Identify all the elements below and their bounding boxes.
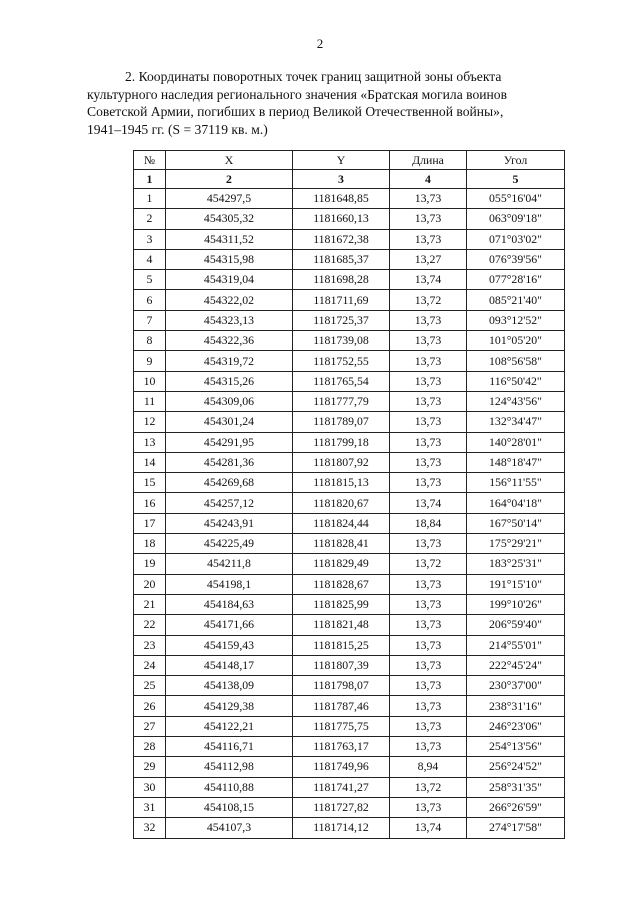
x-cell: 454301,24 (166, 412, 293, 432)
length-cell: 13,73 (390, 615, 467, 635)
heading-line-2: культурного наследия регионального значения «Братская могила воинов (87, 86, 508, 102)
angle-cell: 256°24'52" (467, 757, 565, 777)
length-cell: 13,73 (390, 391, 467, 411)
y-cell: 1181725,37 (293, 310, 390, 330)
y-cell: 1181711,69 (293, 290, 390, 310)
x-cell: 454305,32 (166, 209, 293, 229)
point-number-cell: 13 (134, 432, 166, 452)
x-cell: 454198,1 (166, 574, 293, 594)
y-cell: 1181787,46 (293, 696, 390, 716)
x-cell: 454309,06 (166, 391, 293, 411)
length-cell: 13,73 (390, 371, 467, 391)
table-row (134, 513, 565, 533)
point-number-cell: 8 (134, 331, 166, 351)
table-row (134, 655, 565, 675)
y-cell: 1181815,25 (293, 635, 390, 655)
angle-cell: 206°59'40" (467, 615, 565, 635)
x-cell: 454225,49 (166, 534, 293, 554)
table-row (134, 493, 565, 513)
y-cell: 1181799,18 (293, 432, 390, 452)
length-cell: 13,73 (390, 331, 467, 351)
length-cell: 13,73 (390, 452, 467, 472)
x-cell: 454257,12 (166, 493, 293, 513)
point-number-cell: 24 (134, 655, 166, 675)
y-cell: 1181672,38 (293, 229, 390, 249)
length-cell: 13,73 (390, 594, 467, 614)
point-number-cell: 17 (134, 513, 166, 533)
angle-cell: 085°21'40" (467, 290, 565, 310)
table-row (134, 757, 565, 777)
table-row (134, 270, 565, 290)
table-row (134, 696, 565, 716)
header-number: № (134, 151, 166, 170)
table-body (134, 189, 565, 839)
x-cell: 454116,71 (166, 737, 293, 757)
header-angle: Угол (467, 151, 565, 170)
y-cell: 1181660,13 (293, 209, 390, 229)
table-row (134, 554, 565, 574)
x-cell: 454112,98 (166, 757, 293, 777)
header-x: X (166, 151, 293, 170)
length-cell: 13,73 (390, 655, 467, 675)
x-cell: 454291,95 (166, 432, 293, 452)
angle-cell: 222°45'24" (467, 655, 565, 675)
table-row (134, 818, 565, 838)
table-row (134, 229, 565, 249)
x-cell: 454108,15 (166, 797, 293, 817)
header-length: Длина (390, 151, 467, 170)
length-cell: 13,73 (390, 534, 467, 554)
x-cell: 454319,04 (166, 270, 293, 290)
point-number-cell: 20 (134, 574, 166, 594)
y-cell: 1181749,96 (293, 757, 390, 777)
length-cell: 13,73 (390, 189, 467, 209)
table-row (134, 534, 565, 554)
y-cell: 1181829,49 (293, 554, 390, 574)
column-number: 2 (166, 170, 293, 189)
table-row (134, 310, 565, 330)
length-cell: 13,73 (390, 574, 467, 594)
x-cell: 454269,68 (166, 473, 293, 493)
point-number-cell: 10 (134, 371, 166, 391)
length-cell: 13,73 (390, 635, 467, 655)
x-cell: 454148,17 (166, 655, 293, 675)
length-cell: 13,73 (390, 696, 467, 716)
angle-cell: 108°56'58" (467, 351, 565, 371)
y-cell: 1181698,28 (293, 270, 390, 290)
x-cell: 454315,98 (166, 249, 293, 269)
point-number-cell: 16 (134, 493, 166, 513)
table-row (134, 716, 565, 736)
table-row (134, 473, 565, 493)
x-cell: 454138,09 (166, 676, 293, 696)
point-number-cell: 27 (134, 716, 166, 736)
angle-cell: 055°16'04" (467, 189, 565, 209)
point-number-cell: 31 (134, 797, 166, 817)
length-cell: 13,73 (390, 797, 467, 817)
y-cell: 1181752,55 (293, 351, 390, 371)
angle-cell: 156°11'55" (467, 473, 565, 493)
point-number-cell: 28 (134, 737, 166, 757)
column-number: 5 (467, 170, 565, 189)
angle-cell: 238°31'16" (467, 696, 565, 716)
length-cell: 13,73 (390, 473, 467, 493)
angle-cell: 214°55'01" (467, 635, 565, 655)
table-row (134, 351, 565, 371)
angle-cell: 254°13'56" (467, 737, 565, 757)
x-cell: 454311,52 (166, 229, 293, 249)
point-number-cell: 6 (134, 290, 166, 310)
point-number-cell: 22 (134, 615, 166, 635)
angle-cell: 230°37'00" (467, 676, 565, 696)
y-cell: 1181807,92 (293, 452, 390, 472)
x-cell: 454171,66 (166, 615, 293, 635)
y-cell: 1181815,13 (293, 473, 390, 493)
point-number-cell: 5 (134, 270, 166, 290)
y-cell: 1181789,07 (293, 412, 390, 432)
table-row (134, 432, 565, 452)
y-cell: 1181828,41 (293, 534, 390, 554)
angle-cell: 148°18'47" (467, 452, 565, 472)
x-cell: 454243,91 (166, 513, 293, 533)
y-cell: 1181763,17 (293, 737, 390, 757)
angle-cell: 116°50'42" (467, 371, 565, 391)
y-cell: 1181821,48 (293, 615, 390, 635)
length-cell: 13,72 (390, 554, 467, 574)
y-cell: 1181798,07 (293, 676, 390, 696)
y-cell: 1181824,44 (293, 513, 390, 533)
x-cell: 454322,02 (166, 290, 293, 310)
angle-cell: 063°09'18" (467, 209, 565, 229)
point-number-cell: 4 (134, 249, 166, 269)
angle-cell: 077°28'16" (467, 270, 565, 290)
length-cell: 13,73 (390, 432, 467, 452)
angle-cell: 076°39'56" (467, 249, 565, 269)
point-number-cell: 21 (134, 594, 166, 614)
x-cell: 454211,8 (166, 554, 293, 574)
y-cell: 1181828,67 (293, 574, 390, 594)
angle-cell: 093°12'52" (467, 310, 565, 330)
table-row (134, 635, 565, 655)
length-cell: 13,73 (390, 310, 467, 330)
length-cell: 13,74 (390, 270, 467, 290)
x-cell: 454315,26 (166, 371, 293, 391)
table-header-row (134, 151, 565, 170)
angle-cell: 183°25'31" (467, 554, 565, 574)
point-number-cell: 25 (134, 676, 166, 696)
y-cell: 1181685,37 (293, 249, 390, 269)
point-number-cell: 15 (134, 473, 166, 493)
angle-cell: 071°03'02" (467, 229, 565, 249)
x-cell: 454323,13 (166, 310, 293, 330)
table-row (134, 574, 565, 594)
length-cell: 13,73 (390, 229, 467, 249)
table-row (134, 371, 565, 391)
y-cell: 1181775,75 (293, 716, 390, 736)
point-number-cell: 29 (134, 757, 166, 777)
coordinates-table (133, 150, 565, 839)
point-number-cell: 19 (134, 554, 166, 574)
x-cell: 454129,38 (166, 696, 293, 716)
section-heading (87, 68, 577, 138)
point-number-cell: 12 (134, 412, 166, 432)
column-number-row (134, 170, 565, 189)
y-cell: 1181777,79 (293, 391, 390, 411)
y-cell: 1181714,12 (293, 818, 390, 838)
y-cell: 1181741,27 (293, 777, 390, 797)
point-number-cell: 7 (134, 310, 166, 330)
table-row (134, 797, 565, 817)
angle-cell: 258°31'35" (467, 777, 565, 797)
point-number-cell: 32 (134, 818, 166, 838)
angle-cell: 274°17'58" (467, 818, 565, 838)
table-row (134, 189, 565, 209)
point-number-cell: 11 (134, 391, 166, 411)
length-cell: 13,27 (390, 249, 467, 269)
angle-cell: 199°10'26" (467, 594, 565, 614)
angle-cell: 101°05'20" (467, 331, 565, 351)
table-row (134, 249, 565, 269)
length-cell: 13,73 (390, 209, 467, 229)
angle-cell: 132°34'47" (467, 412, 565, 432)
x-cell: 454297,5 (166, 189, 293, 209)
point-number-cell: 18 (134, 534, 166, 554)
length-cell: 13,73 (390, 412, 467, 432)
column-number: 1 (134, 170, 166, 189)
length-cell: 13,72 (390, 777, 467, 797)
table-row (134, 412, 565, 432)
table-row (134, 737, 565, 757)
angle-cell: 191°15'10" (467, 574, 565, 594)
y-cell: 1181727,82 (293, 797, 390, 817)
heading-line-4: 1941–1945 гг. (S = 37119 кв. м.) (87, 121, 268, 137)
table-row (134, 209, 565, 229)
angle-cell: 175°29'21" (467, 534, 565, 554)
x-cell: 454281,36 (166, 452, 293, 472)
header-y: Y (293, 151, 390, 170)
length-cell: 8,94 (390, 757, 467, 777)
y-cell: 1181648,85 (293, 189, 390, 209)
angle-cell: 124°43'56" (467, 391, 565, 411)
table-row (134, 452, 565, 472)
table-row (134, 331, 565, 351)
length-cell: 13,73 (390, 351, 467, 371)
y-cell: 1181820,67 (293, 493, 390, 513)
table-row (134, 594, 565, 614)
x-cell: 454122,21 (166, 716, 293, 736)
y-cell: 1181825,99 (293, 594, 390, 614)
x-cell: 454107,3 (166, 818, 293, 838)
point-number-cell: 26 (134, 696, 166, 716)
page-number: 2 (316, 36, 324, 51)
angle-cell: 246°23'06" (467, 716, 565, 736)
table-row (134, 391, 565, 411)
table-row (134, 777, 565, 797)
x-cell: 454322,36 (166, 331, 293, 351)
length-cell: 13,74 (390, 818, 467, 838)
angle-cell: 164°04'18" (467, 493, 565, 513)
length-cell: 13,73 (390, 716, 467, 736)
x-cell: 454159,43 (166, 635, 293, 655)
x-cell: 454110,88 (166, 777, 293, 797)
y-cell: 1181765,54 (293, 371, 390, 391)
point-number-cell: 9 (134, 351, 166, 371)
table-row (134, 676, 565, 696)
column-number: 3 (293, 170, 390, 189)
x-cell: 454319,72 (166, 351, 293, 371)
length-cell: 13,72 (390, 290, 467, 310)
heading-line-1: 2. Координаты поворотных точек границ защитной зоны объекта (125, 69, 502, 84)
point-number-cell: 14 (134, 452, 166, 472)
angle-cell: 140°28'01" (467, 432, 565, 452)
heading-line-3: Советской Армии, погибших в период Великой Отечественной войны», (87, 104, 504, 119)
point-number-cell: 3 (134, 229, 166, 249)
point-number-cell: 30 (134, 777, 166, 797)
y-cell: 1181807,39 (293, 655, 390, 675)
table-row (134, 615, 565, 635)
length-cell: 13,73 (390, 676, 467, 696)
point-number-cell: 2 (134, 209, 166, 229)
angle-cell: 167°50'14" (467, 513, 565, 533)
point-number-cell: 23 (134, 635, 166, 655)
y-cell: 1181739,08 (293, 331, 390, 351)
point-number-cell: 1 (134, 189, 166, 209)
x-cell: 454184,63 (166, 594, 293, 614)
table-row (134, 290, 565, 310)
length-cell: 13,74 (390, 493, 467, 513)
column-number: 4 (390, 170, 467, 189)
length-cell: 13,73 (390, 737, 467, 757)
length-cell: 18,84 (390, 513, 467, 533)
angle-cell: 266°26'59" (467, 797, 565, 817)
